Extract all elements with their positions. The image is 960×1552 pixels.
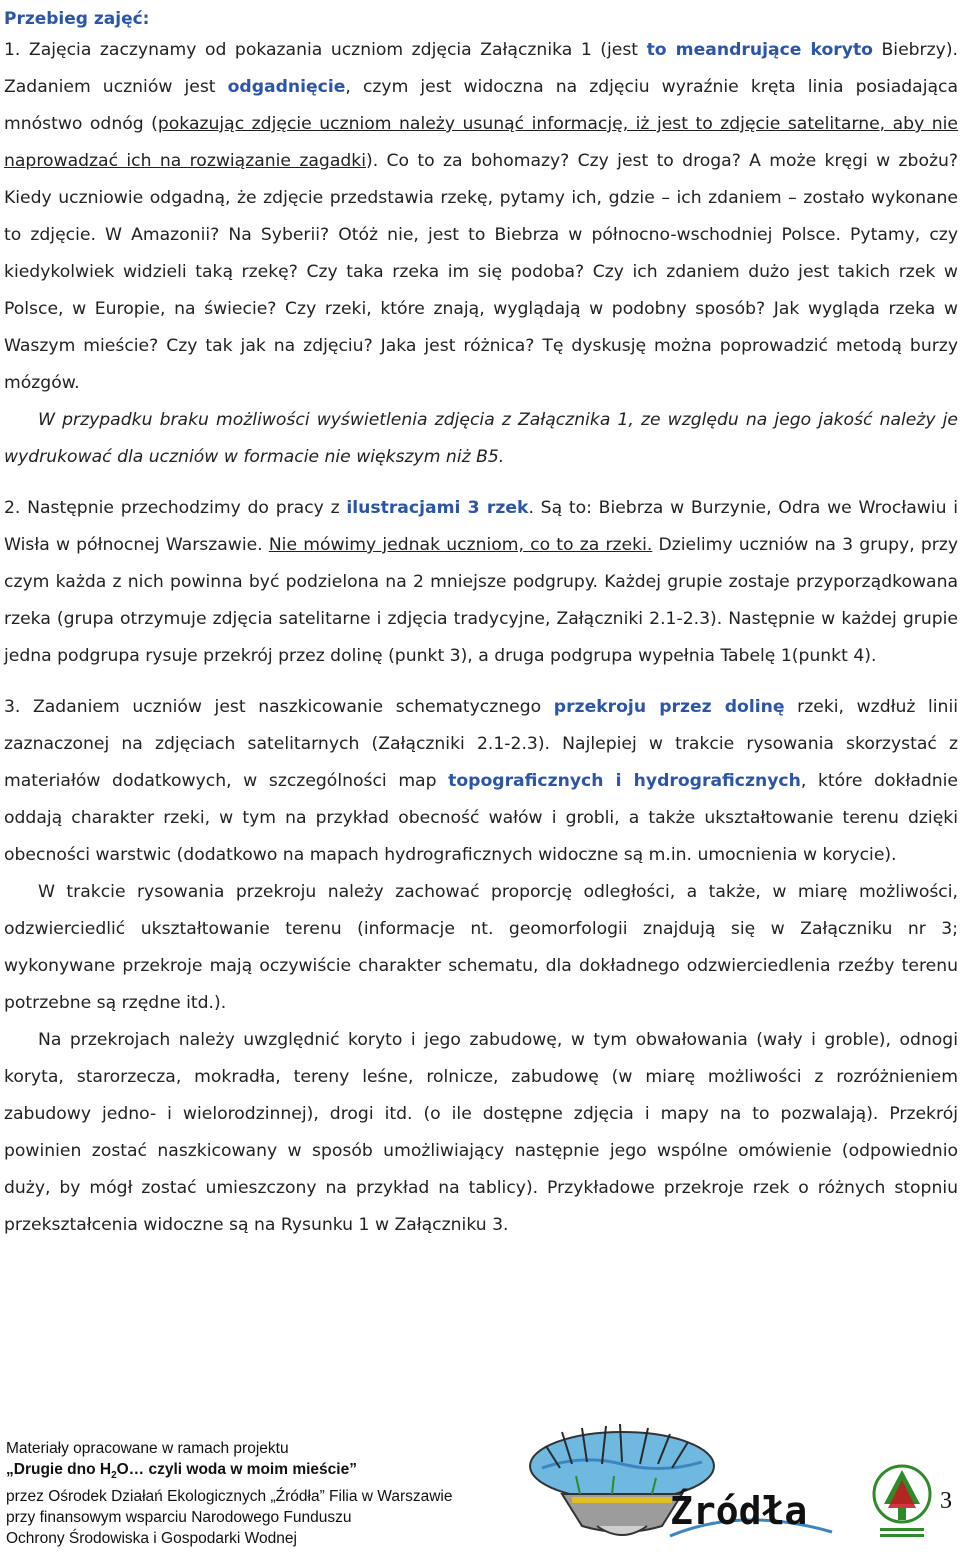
paragraph-1-note: W przypadku braku możliwości wyświetlenia zdjęcia z Załącznika 1, ze względu na jego jakość należy je wydrukować dla uczniów w formacie nie większym niż B5. — [4, 410, 958, 467]
p3-text-e: , które dokładnie oddają charakter rzeki, w tym na przykład obecność wałów i grobli, a także ukształtowanie terenu dzięki obecności warstwic (dodatkowo na mapach hydrograficznych widoczne są m.in. umocnienia w korycie). — [4, 771, 959, 865]
p2-text-c: . Są to: Biebrza w Burzynie, Odra we Wrocławiu i Wisła w północnej Warszawie. — [4, 498, 959, 555]
p1-highlight-odgadniecie: odgadnięcie — [227, 77, 346, 97]
p1-highlight-koryto: to meandrujące koryto — [646, 40, 873, 60]
p3-text-c: rzeki, wzdłuż linii zaznaczonej na zdjęciach satelitarnych (Załączniki 2.1-2.3). Najlepiej w trakcie rysowania skorzystać z materiałów dodatkowych, w szczególności map — [4, 697, 959, 791]
p3-highlight-mapy: topograficznych i hydrograficznych — [448, 771, 801, 791]
section-title: Przebieg zajęć: — [4, 9, 150, 29]
spacer — [4, 476, 958, 490]
paragraph-4: W trakcie rysowania przekroju należy zachować proporcję odległości, a także, w miarę możliwości, odzwierciedlić ukształtowanie terenu (informacje nt. geomorfologii znajdują się w Załączniku nr 3; wykonywane przekroje mają oczywiście charakter schematu, dla dokładnego odzwierciedlenia rzeźby terenu potrzebne są rzędne itd.). — [4, 882, 958, 1013]
content — [4, 0, 958, 1244]
tree-logo-icon — [874, 1466, 930, 1537]
p1-underlined-instruction: pokazując zdjęcie uczniom należy usunąć informację, iż jest to zdjęcie satelitarne, aby nie naprowadzać ich na rozwiązanie zagadki — [4, 114, 959, 171]
paragraph-3 — [4, 689, 958, 874]
paragraph-1 — [4, 32, 958, 402]
spacer — [4, 675, 958, 689]
footer-project-a: „Drugie dno H — [6, 1461, 112, 1478]
p2-text-e: Dzielimy uczniów na 3 grupy, przy czym każda z nich powinna być podzielona na 2 mniejsze podgrupy. Każdej grupie zostaje przyporządkowana rzeka (grupa otrzymuje zdjęcia satelitarne i zdjęcia tradycyjne, Załączniki 2.1-2.3). Następnie w każdej grupie jedna podgrupa rysuje przekrój przez dolinę (punkt 3), a druga podgrupa wypełnia Tabelę 1(punkt 4). — [4, 535, 958, 666]
p2-text-a: 2. Następnie przechodzimy do pracy z — [4, 498, 347, 518]
zrodla-logo-text: Źródła — [670, 1489, 808, 1533]
p2-underlined-note: Nie mówimy jednak uczniom, co to za rzeki. — [268, 535, 653, 555]
footer-line-4: przy finansowym wsparciu Narodowego Funduszu — [6, 1509, 352, 1527]
footer-line-1: Materiały opracowane w ramach projektu — [6, 1440, 289, 1457]
p1-text-e: , czym jest widoczna na zdjęciu wyraźnie kręta linia posiadająca mnóstwo odnóg ( — [4, 77, 958, 134]
footer-logos — [502, 1424, 960, 1552]
page-number: 3 — [940, 1488, 952, 1514]
footer-line-5: Ochrony Środowiska i Gospodarki Wodnej — [6, 1530, 297, 1548]
p1-text-g: ). Co to za bohomazy? Czy jest to droga? A może kręgi w zbożu? Kiedy uczniowie odgadną, że zdjęcie przedstawia rzekę, pytamy ich, gdzie – ich zdaniem – zostało wykonane to zdjęcie. W Amazonii? Na Syberii? Otóż nie, jest to Biebrza w północno-wschodniej Polsce. Pytamy, czy kiedykolwiek widzieli taką rzekę? Czy taka rzeka im się podoba? Czy ich zdaniem dużo jest takich rzek w Polsce, w Europie, na świecie? Czy rzeki, które znają, wyglądają w podobny sposób? Jak wygląda rzeka w Waszym mieście? Czy tak jak na zdjęciu? Jaka jest różnica? Tę dyskusję można poprowadzić metodą burzy mózgów. — [4, 151, 958, 393]
footer — [6, 1438, 960, 1552]
footer-line-3: przez Ośrodek Działań Ekologicznych „Źródła” Filia w Warszawie — [6, 1488, 453, 1506]
p1-text-c: Biebrzy). Zadaniem uczniów jest — [4, 40, 958, 97]
footer-project-sub: 2 — [111, 1470, 117, 1482]
paragraph-5: Na przekrojach należy uwzględnić koryto i jego zabudowę, w tym obwałowania (wały i groble), odnogi koryta, starorzecza, mokradła, tereny leśne, rolnicze, zabudowę (w miarę możliwości z rozróżnieniem zabudowy jedno- i wielorodzinnej), drogi itd. (o ile dostępne zdjęcia i mapy na to pozwalają). Przekrój powinien zostać naszkicowany w sposób umożliwiający następnie jego wspólne omówienie (odpowiednio duży, by mógł zostać umieszczony na przykład na tablicy). Przykładowe przekroje rzek o różnych stopniu przekształcenia widoczne są na Rysunku 1 w Załączniku 3. — [4, 1030, 958, 1235]
footer-project-b: O… czyli woda w moim mieście” — [116, 1461, 357, 1478]
p3-text-a: 3. Zadaniem uczniów jest naszkicowanie schematycznego — [4, 697, 554, 717]
p1-text-a: 1. Zajęcia zaczynamy od pokazania uczniom zdjęcia Załącznika 1 (jest — [4, 40, 647, 60]
paragraph-2 — [4, 490, 958, 675]
zrodla-logo — [670, 1489, 832, 1536]
p2-highlight-ilustracje: ilustracjami 3 rzek — [346, 498, 529, 518]
p3-highlight-przekroj: przekroju przez dolinę — [553, 697, 785, 717]
